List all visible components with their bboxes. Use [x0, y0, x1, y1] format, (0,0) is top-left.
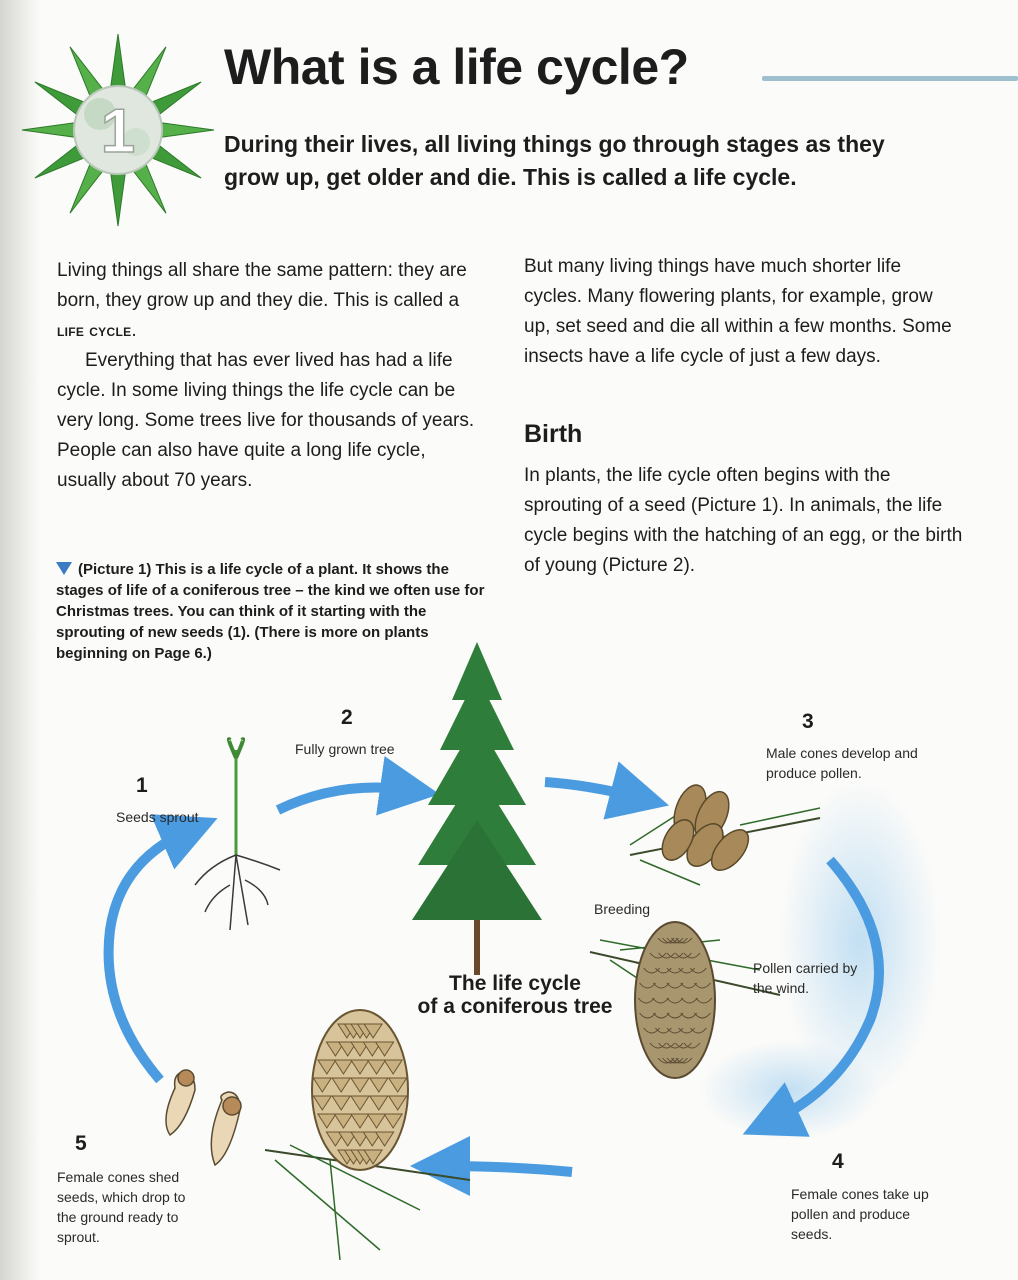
- open-pine-cone-illustration: [265, 1010, 470, 1260]
- wind-label: Pollen carried by the wind.: [753, 960, 858, 996]
- left-paragraph-2: Everything that has ever lived has had a life cycle. In some living things the life cycle can be very long. Some trees live for thousands of years. People can also have quite a long life cycle, usually about 70 years.: [57, 350, 475, 491]
- arrow-stage4-to-5: [440, 1166, 572, 1172]
- fir-tree-illustration: [412, 642, 542, 975]
- left-paragraph-1: Living things all share the same pattern: they are born, they grow up and they die. This is called a life cycle.: [57, 260, 467, 341]
- seedling-illustration: [195, 739, 280, 930]
- stage-2-number: 2: [341, 706, 353, 729]
- right-paragraph-2: In plants, the life cycle often begins with the sprouting of a seed (Picture 1). In animals, the life cycle begins with the hatching of an egg, or the birth of young (Picture 2).: [524, 465, 963, 576]
- badge-number: 1: [100, 97, 136, 166]
- left-column: [57, 256, 489, 496]
- term-life-cycle: life cycle: [57, 321, 132, 340]
- triangle-down-icon: [56, 562, 72, 575]
- stage-5-number: 5: [75, 1132, 87, 1155]
- seeds-illustration: [166, 1070, 241, 1165]
- stage-5-label: Female cones shed seeds, which drop to the ground ready to sprout.: [57, 1169, 186, 1245]
- diagram-title: The life cycle of a coniferous tree: [417, 972, 613, 1018]
- stage-4-label: Female cones take up pollen and produce seeds.: [791, 1186, 929, 1242]
- stage-1-number: 1: [136, 774, 148, 797]
- stage-1-label: Seeds sprout: [116, 809, 199, 825]
- stage-3-number: 3: [802, 710, 814, 733]
- right-column-bottom: [524, 461, 964, 581]
- stage-2-label: Fully grown tree: [295, 741, 395, 757]
- breeding-label: Breeding: [594, 901, 651, 917]
- picture-caption: (Picture 1) This is a life cycle of a plant. It shows the stages of life of a coniferous tree – the kind we often use for Christmas trees. You can think of it starting with the sprouting of new seeds (1). (There is more on plants beginning on Page 6.): [56, 561, 485, 662]
- arrow-stage1-to-2: [278, 788, 410, 811]
- page-title: What is a life cycle?: [224, 39, 689, 95]
- chapter-badge: [18, 30, 218, 230]
- title-rule: [762, 76, 1018, 81]
- life-cycle-diagram: [0, 640, 1018, 1280]
- intro-text: During their lives, all living things go through stages as they grow up, get older and die. This is called a life cycle.: [224, 131, 885, 190]
- star-sunburst-icon: [18, 30, 218, 230]
- right-paragraph-1: But many living things have much shorter life cycles. Many flowering plants, for example, grow up, set seed and die all within a few months. Some insects have a life cycle of just a few days.: [524, 256, 952, 367]
- arrow-stage5-to-1: [109, 830, 190, 1080]
- section-heading-birth: Birth: [524, 420, 583, 448]
- stage-3-label: Male cones develop and produce pollen.: [766, 745, 918, 781]
- right-column-top: [524, 252, 964, 372]
- stage-4-number: 4: [832, 1150, 844, 1173]
- arrow-stage2-to-3: [545, 782, 640, 798]
